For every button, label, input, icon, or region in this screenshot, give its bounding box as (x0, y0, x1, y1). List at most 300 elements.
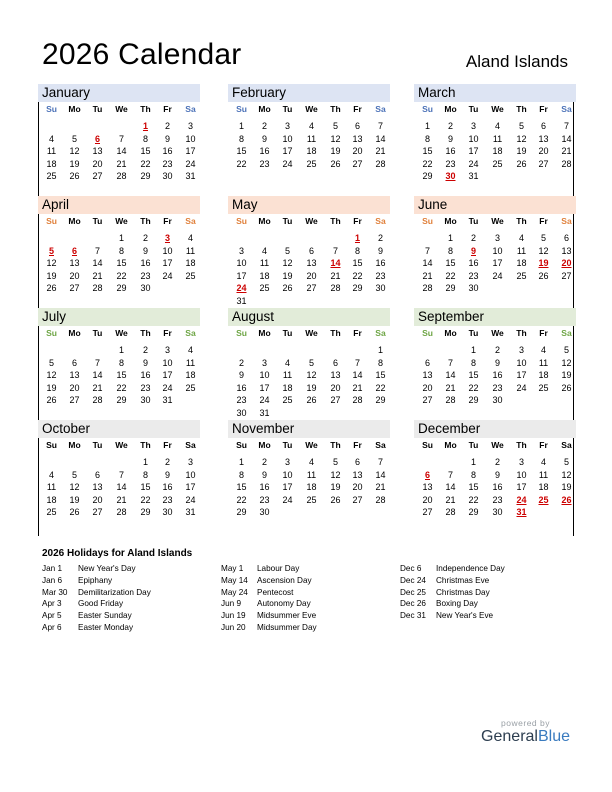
calendar-date: 22 (236, 158, 247, 169)
calendar-date: 22 (352, 270, 363, 281)
calendar-date: 25 (492, 158, 503, 169)
calendar-date: 8 (118, 245, 124, 256)
calendar-date: 3 (164, 345, 170, 355)
calendar-date: 10 (516, 357, 527, 368)
calendar-date: 1 (377, 345, 383, 355)
calendar-date: 17 (516, 482, 527, 493)
holiday-name: Christmas Day (436, 587, 490, 597)
holiday-date-label: Jun 19 (221, 611, 246, 621)
calendar-date: 16 (140, 370, 151, 381)
calendar-date: 16 (162, 482, 173, 493)
calendar-date: 31 (185, 507, 196, 518)
calendar-date: 27 (92, 171, 103, 182)
holiday-date: 25 (538, 494, 549, 505)
calendar-date: 19 (69, 494, 80, 505)
holiday-name: Easter Monday (78, 623, 134, 632)
calendar-date: 19 (330, 146, 341, 157)
calendar-date: 6 (71, 357, 77, 368)
holiday-name: Easter Sunday (78, 611, 132, 621)
holiday-item (221, 611, 316, 620)
calendar-date: 17 (185, 146, 196, 157)
calendar-date: 18 (46, 494, 57, 505)
calendar-date: 2 (261, 457, 267, 467)
calendar-date: 3 (261, 357, 267, 368)
calendar-date: 27 (538, 158, 549, 169)
calendar-date: 4 (518, 233, 524, 243)
holiday-name: Pentecost (257, 587, 294, 597)
calendar-date: 9 (261, 469, 267, 480)
weekday-label: Fr (539, 440, 548, 450)
calendar-date: 29 (422, 171, 433, 182)
calendar-date: 19 (516, 146, 527, 157)
calendar-date: 15 (236, 482, 247, 493)
calendar-date: 16 (259, 482, 270, 493)
weekday-label: Tu (468, 328, 479, 338)
calendar-date: 12 (561, 469, 572, 480)
calendar-date: 25 (185, 382, 196, 393)
weekday-label: Mo (68, 216, 81, 226)
calendar-date: 20 (92, 494, 103, 505)
holiday-item (400, 611, 493, 620)
calendar-date: 12 (282, 258, 293, 269)
calendar-date: 8 (238, 469, 244, 480)
calendar-date: 29 (352, 283, 363, 294)
month-header: January (38, 84, 200, 102)
calendar-date: 30 (236, 408, 247, 418)
calendar-date: 13 (69, 370, 80, 381)
calendar-date: 23 (492, 494, 503, 505)
calendar-date: 15 (140, 482, 151, 493)
calendar-date: 9 (164, 133, 170, 144)
calendar-date: 25 (306, 158, 317, 169)
calendar-date: 11 (306, 133, 317, 144)
calendar-date: 14 (445, 482, 456, 493)
calendar-date: 21 (375, 146, 386, 157)
calendar-date: 13 (69, 258, 80, 269)
calendar-date: 5 (48, 357, 54, 368)
calendar-date: 29 (140, 507, 151, 518)
month-march (414, 84, 576, 194)
calendar-date: 5 (308, 357, 314, 368)
weekday-label: Tu (92, 216, 103, 226)
calendar-date: 25 (259, 283, 270, 294)
calendar-grid (38, 84, 574, 536)
holiday-name: New Year's Day (78, 564, 136, 573)
calendar-date: 4 (48, 133, 54, 144)
calendar-date: 15 (352, 258, 363, 269)
calendar-date: 6 (424, 357, 430, 368)
calendar-date: 18 (282, 382, 293, 393)
calendar-date: 1 (470, 345, 476, 355)
calendar-date: 12 (330, 469, 341, 480)
calendar-date: 8 (377, 357, 383, 368)
calendar-date: 2 (494, 345, 500, 355)
calendar-date: 28 (330, 283, 341, 294)
weekday-label: We (491, 216, 504, 226)
calendar-date: 5 (71, 133, 77, 144)
calendar-date: 31 (185, 171, 196, 182)
weekday-label: Mo (258, 440, 271, 450)
weekday-label: Fr (163, 104, 172, 114)
holiday-item (400, 576, 489, 585)
weekday-label: Fr (163, 440, 172, 450)
calendar-date: 14 (92, 370, 103, 381)
calendar-date: 19 (306, 382, 317, 393)
calendar-date: 20 (69, 382, 80, 393)
calendar-date: 20 (306, 270, 317, 281)
weekday-label: Sa (185, 104, 196, 114)
calendar-date: 21 (116, 158, 127, 169)
calendar-date: 30 (259, 507, 270, 518)
calendar-date: 14 (375, 469, 386, 480)
calendar-date: 21 (92, 270, 103, 281)
weekday-label: Mo (68, 328, 81, 338)
weekday-label: Th (140, 104, 151, 114)
calendar-date: 23 (492, 382, 503, 393)
calendar-date: 7 (118, 469, 124, 480)
calendar-date: 7 (447, 357, 453, 368)
calendar-date: 12 (69, 482, 80, 493)
calendar-date: 17 (162, 370, 173, 381)
calendar-date: 21 (92, 382, 103, 393)
calendar-date: 9 (494, 357, 500, 368)
holidays-title: 2026 Holidays for Aland Islands (42, 548, 193, 559)
calendar-date: 27 (352, 158, 363, 169)
holiday-item (42, 599, 123, 608)
month-header: July (38, 308, 200, 326)
calendar-date: 21 (116, 494, 127, 505)
calendar-date: 15 (116, 258, 127, 269)
holiday-item (42, 588, 151, 597)
calendar-date: 29 (236, 507, 247, 518)
calendar-date: 10 (282, 133, 293, 144)
calendar-date: 23 (445, 158, 456, 169)
holiday-item (42, 611, 132, 620)
calendar-date: 5 (71, 469, 77, 480)
calendar-date: 14 (422, 258, 433, 269)
weekday-label: Th (516, 104, 527, 114)
calendar-date: 22 (140, 158, 151, 169)
weekday-label: Mo (444, 440, 457, 450)
calendar-date: 22 (140, 494, 151, 505)
calendar-date: 13 (330, 370, 341, 381)
calendar-date: 30 (162, 507, 173, 518)
calendar-date: 30 (140, 283, 151, 294)
holiday-name: Midsummer Day (257, 623, 317, 632)
calendar-date: 30 (375, 283, 386, 294)
calendar-date: 23 (140, 270, 151, 281)
weekday-label: Mo (444, 104, 457, 114)
calendar-date: 26 (330, 158, 341, 169)
weekday-label: We (305, 104, 318, 114)
brand-general: General (481, 728, 538, 745)
month-header: June (414, 196, 576, 214)
calendar-date: 15 (375, 370, 386, 381)
calendar-date: 24 (516, 382, 527, 393)
calendar-date: 3 (187, 121, 193, 131)
calendar-date: 9 (142, 357, 148, 368)
calendar-date: 29 (375, 395, 386, 406)
holiday-date: 6 (94, 133, 100, 144)
calendar-date: 25 (46, 507, 57, 518)
calendar-date: 13 (422, 482, 433, 493)
calendar-date: 9 (164, 469, 170, 480)
calendar-date: 7 (424, 245, 430, 256)
weekday-label: We (491, 440, 504, 450)
weekday-label: Sa (375, 216, 386, 226)
weekday-label: Sa (561, 104, 572, 114)
month-august (228, 308, 390, 418)
weekday-label: Fr (353, 216, 362, 226)
calendar-date: 18 (306, 146, 317, 157)
calendar-date: 3 (470, 121, 476, 131)
holiday-item (221, 588, 293, 597)
calendar-date: 9 (261, 133, 267, 144)
calendar-date: 26 (282, 283, 293, 294)
month-june (414, 196, 576, 306)
weekday-label: Su (46, 440, 57, 450)
calendar-date: 14 (116, 146, 127, 157)
weekday-label: Tu (468, 216, 479, 226)
weekday-label: Fr (539, 216, 548, 226)
calendar-date: 27 (422, 395, 433, 406)
calendar-date: 25 (516, 270, 527, 281)
holiday-name: Epiphany (78, 575, 113, 585)
calendar-date: 27 (92, 507, 103, 518)
calendar-date: 27 (330, 395, 341, 406)
holiday-date: 3 (164, 233, 170, 243)
month-header: December (414, 420, 576, 438)
weekday-label: Tu (92, 104, 103, 114)
calendar-date: 15 (422, 146, 433, 157)
calendar-date: 10 (282, 469, 293, 480)
calendar-date: 7 (94, 245, 100, 256)
month-november (228, 420, 390, 530)
weekday-label: Mo (258, 328, 271, 338)
weekday-label: Tu (92, 328, 103, 338)
calendar-date: 30 (492, 395, 503, 406)
calendar-date: 9 (494, 469, 500, 480)
month-december (414, 420, 576, 530)
holiday-item (400, 599, 478, 608)
calendar-date: 8 (118, 357, 124, 368)
calendar-date: 5 (540, 233, 546, 243)
calendar-date: 12 (538, 245, 549, 256)
calendar-date: 4 (308, 121, 314, 131)
calendar-date: 11 (538, 469, 549, 480)
calendar-date: 20 (422, 494, 433, 505)
weekday-label: We (305, 440, 318, 450)
calendar-date: 3 (284, 457, 290, 467)
calendar-date: 28 (92, 395, 103, 406)
calendar-date: 12 (306, 370, 317, 381)
holiday-date: 24 (236, 283, 247, 294)
calendar-date: 4 (494, 121, 500, 131)
calendar-date: 3 (518, 457, 524, 467)
calendar-date: 9 (447, 133, 453, 144)
weekday-label: Sa (185, 440, 196, 450)
calendar-date: 6 (563, 233, 569, 243)
weekday-label: Tu (282, 440, 293, 450)
holiday-date-label: May 1 (221, 564, 244, 573)
calendar-date: 22 (422, 158, 433, 169)
calendar-date: 30 (468, 283, 479, 294)
holiday-item (221, 599, 311, 608)
calendar-date: 12 (46, 370, 57, 381)
weekday-label: Su (236, 440, 247, 450)
weekday-label: We (491, 328, 504, 338)
calendar-date: 18 (185, 370, 196, 381)
calendar-date: 27 (69, 283, 80, 294)
weekday-label: Fr (539, 104, 548, 114)
calendar-date: 30 (492, 507, 503, 518)
holiday-date: 30 (445, 171, 456, 182)
weekday-label: Su (422, 216, 433, 226)
holiday-date: 9 (470, 245, 476, 256)
calendar-date: 4 (540, 345, 546, 355)
month-may (228, 196, 390, 306)
holiday-name: New Year's Eve (436, 611, 494, 621)
calendar-date: 17 (468, 146, 479, 157)
calendar-date: 19 (282, 270, 293, 281)
holiday-date-label: Jun 20 (221, 623, 246, 632)
calendar-date: 17 (259, 382, 270, 393)
calendar-date: 15 (140, 146, 151, 157)
calendar-date: 13 (352, 133, 363, 144)
calendar-date: 16 (375, 258, 386, 269)
calendar-date: 19 (561, 482, 572, 493)
calendar-date: 21 (445, 494, 456, 505)
weekday-label: Mo (444, 328, 457, 338)
calendar-date: 17 (236, 270, 247, 281)
calendar-date: 2 (142, 345, 148, 355)
calendar-date: 28 (92, 283, 103, 294)
calendar-date: 5 (284, 245, 290, 256)
calendar-date: 27 (561, 270, 572, 281)
calendar-date: 25 (306, 494, 317, 505)
weekday-label: Th (140, 440, 151, 450)
holiday-item (42, 623, 133, 632)
weekday-label: Tu (282, 328, 293, 338)
calendar-date: 2 (447, 121, 453, 131)
calendar-date: 3 (284, 121, 290, 131)
calendar-date: 24 (185, 494, 196, 505)
holiday-date-label: Dec 25 (400, 587, 426, 597)
calendar-date: 22 (236, 494, 247, 505)
holiday-date: 6 (424, 469, 430, 480)
calendar-date: 3 (187, 457, 193, 467)
calendar-date: 14 (445, 370, 456, 381)
calendar-date: 4 (284, 357, 290, 368)
calendar-date: 10 (162, 357, 173, 368)
weekday-label: Fr (163, 328, 172, 338)
holiday-date: 20 (561, 258, 572, 269)
powered-by-text: powered by (501, 718, 550, 728)
calendar-date: 22 (116, 382, 127, 393)
calendar-date: 13 (538, 133, 549, 144)
weekday-label: Sa (375, 328, 386, 338)
calendar-date: 31 (259, 408, 270, 418)
holiday-date-label: Jan 6 (42, 575, 63, 585)
calendar-date: 28 (561, 158, 572, 169)
calendar-date: 17 (282, 146, 293, 157)
calendar-date: 16 (492, 482, 503, 493)
calendar-date: 13 (306, 258, 317, 269)
calendar-date: 18 (538, 482, 549, 493)
brand-blue: Blue (537, 728, 570, 745)
holiday-date-label: Mar 30 (42, 587, 68, 597)
page-title: 2026 Calendar (42, 38, 242, 71)
calendar-date: 10 (516, 469, 527, 480)
holiday-date: 14 (330, 258, 341, 269)
calendar-date: 8 (142, 133, 148, 144)
calendar-date: 18 (259, 270, 270, 281)
calendar-date: 20 (538, 146, 549, 157)
calendar-date: 1 (142, 457, 148, 467)
holiday-item (400, 588, 490, 597)
calendar-date: 29 (140, 171, 151, 182)
calendar-date: 26 (46, 283, 57, 294)
calendar-date: 23 (375, 270, 386, 281)
calendar-date: 10 (492, 245, 503, 256)
weekday-label: Fr (353, 104, 362, 114)
calendar-date: 19 (46, 382, 57, 393)
calendar-date: 2 (377, 233, 383, 243)
calendar-date: 3 (494, 233, 500, 243)
holiday-item (42, 576, 112, 585)
holiday-date-label: Apr 6 (42, 623, 62, 632)
calendar-date: 11 (46, 482, 57, 493)
holiday-item (221, 576, 312, 585)
weekday-label: Fr (353, 328, 362, 338)
calendar-date: 17 (185, 482, 196, 493)
calendar-date: 14 (92, 258, 103, 269)
holiday-item (42, 564, 136, 573)
calendar-date: 12 (516, 133, 527, 144)
calendar-date: 27 (422, 507, 433, 518)
holiday-date: 24 (516, 494, 527, 505)
holiday-date-label: Dec 31 (400, 611, 426, 621)
weekday-label: Tu (282, 104, 293, 114)
calendar-date: 7 (94, 357, 100, 368)
calendar-date: 22 (445, 270, 456, 281)
calendar-date: 26 (69, 507, 80, 518)
calendar-date: 14 (561, 133, 572, 144)
weekday-label: Su (46, 216, 57, 226)
weekday-label: Th (330, 104, 341, 114)
calendar-date: 16 (236, 382, 247, 393)
calendar-date: 30 (162, 171, 173, 182)
calendar-date: 6 (540, 121, 546, 131)
calendar-date: 23 (162, 158, 173, 169)
calendar-date: 21 (445, 382, 456, 393)
calendar-date: 11 (516, 245, 527, 256)
calendar-date: 6 (94, 469, 100, 480)
weekday-label: We (115, 328, 128, 338)
holiday-name: Labour Day (257, 564, 300, 573)
weekday-label: Sa (375, 440, 386, 450)
weekday-label: Su (46, 328, 57, 338)
holiday-name: Christmas Eve (436, 575, 490, 585)
weekday-label: Su (422, 328, 433, 338)
calendar-date: 28 (445, 507, 456, 518)
calendar-date: 14 (375, 133, 386, 144)
weekday-label: Su (422, 440, 433, 450)
weekday-label: Sa (375, 104, 386, 114)
calendar-date: 20 (330, 382, 341, 393)
holiday-name: Good Friday (78, 599, 124, 609)
weekday-label: We (115, 440, 128, 450)
